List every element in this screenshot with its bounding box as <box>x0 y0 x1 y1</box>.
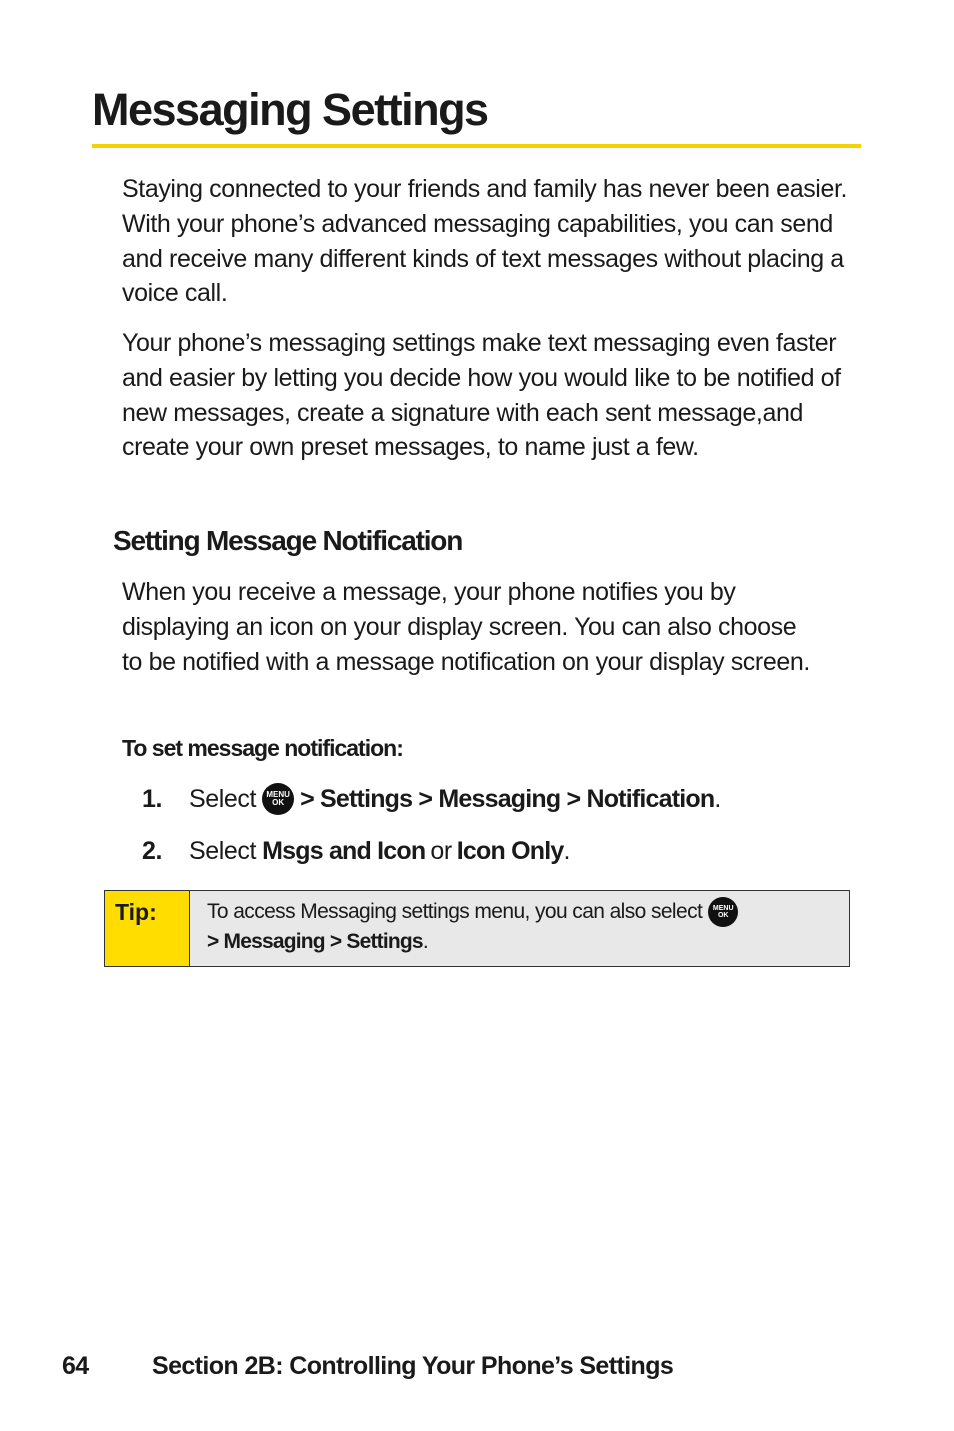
menu-ok-key-icon <box>262 783 294 815</box>
menu-key-label: MENU <box>266 790 290 799</box>
step-number: 1. <box>142 784 163 813</box>
step-end: . <box>714 784 721 813</box>
step-select-label: Select <box>189 784 257 813</box>
menu-ok-key-icon <box>708 897 738 927</box>
tip-text: To access Messaging settings menu, you can also select <box>207 900 703 923</box>
procedure-heading: To set message notification: <box>122 735 403 761</box>
option-msgs-and-icon: Msgs and Icon <box>262 836 426 865</box>
tip-content <box>190 891 849 966</box>
option-icon-only: Icon Only <box>456 836 564 865</box>
ok-key-label: OK <box>272 798 285 807</box>
intro-paragraph-1: Staying connected to your friends and family has never been easier. With your phone’s advanced messaging capabilities, you can send and receive many different kinds of text messages without placing a voice call. <box>122 175 848 308</box>
step-select-label: Select <box>189 836 257 865</box>
step-1 <box>142 781 721 817</box>
page-title: Messaging Settings <box>92 84 488 135</box>
step-number: 2. <box>142 836 163 865</box>
title-rule <box>92 144 861 148</box>
tip-line-1 <box>207 897 839 927</box>
ok-key-label: OK <box>717 912 729 919</box>
intro-paragraph-2: Your phone’s messaging settings make text messaging even faster and easier by letting you decide how you would like to be notified of new messages, create a signature with each sent message,and create your own preset messages, to name just a few. <box>122 329 841 462</box>
menu-key-label: MENU <box>712 905 734 912</box>
page-number: 64 <box>62 1352 89 1380</box>
tip-end: . <box>422 930 429 953</box>
tip-box <box>104 890 850 967</box>
step-end: . <box>563 836 571 865</box>
step-menu-path: > Settings > Messaging > Notification <box>300 784 715 813</box>
footer-section-title: Section 2B: Controlling Your Phone’s Settings <box>152 1352 674 1380</box>
tip-line-2 <box>207 927 839 957</box>
tip-label: Tip: <box>105 891 190 966</box>
tip-menu-path: > Messaging > Settings <box>207 930 423 953</box>
option-connector: or <box>430 836 452 865</box>
section-heading: Setting Message Notification <box>113 525 463 556</box>
step-2 <box>142 833 570 869</box>
section-paragraph: When you receive a message, your phone notifies you by displaying an icon on your display screen. You can also choose to be notified with a message notification on your display screen. <box>122 578 810 676</box>
